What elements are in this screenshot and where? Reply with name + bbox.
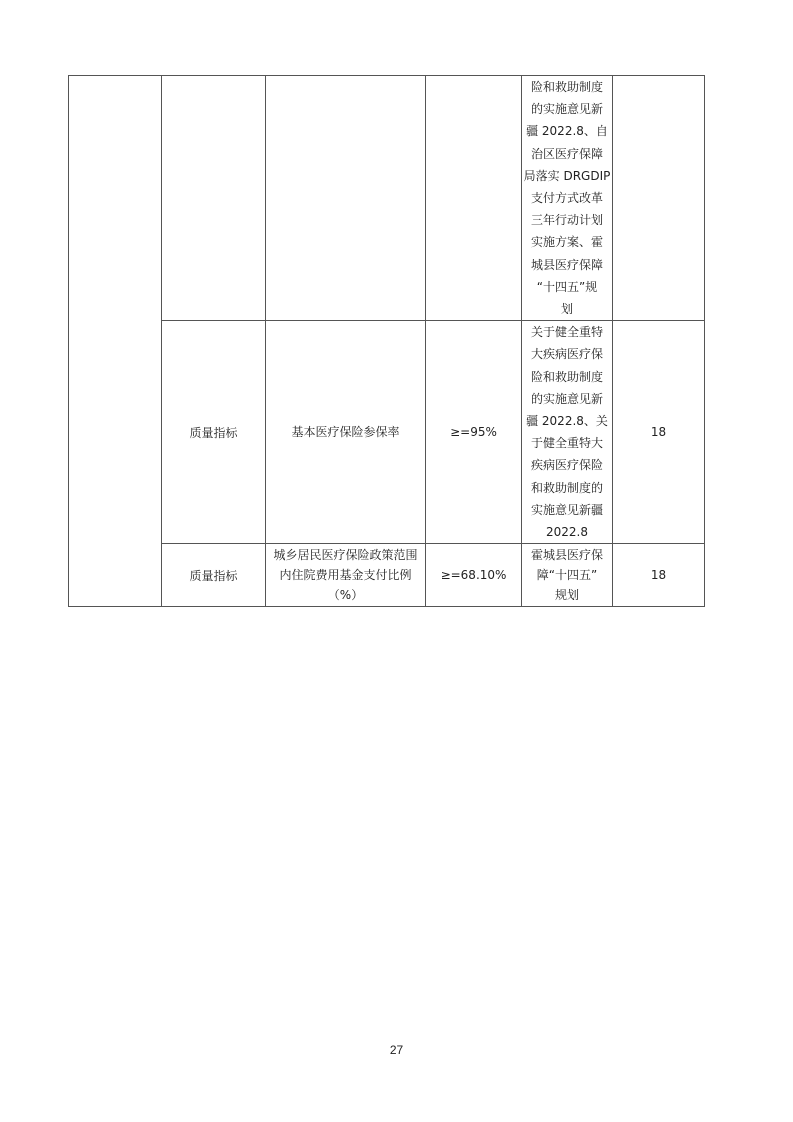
indicator-type-cell: 质量指标: [162, 544, 266, 607]
target-value-cell: ≥=95%: [426, 321, 522, 544]
indicator-name-cell: 基本医疗保险参保率: [266, 321, 426, 544]
basis-cell: 险和救助制度 的实施意见新 疆 2022.8、自 治区医疗保障 局落实 DRGDIP 支付方式改革 三年行动计划 实施方案、霍 城县医疗保障 “十四五”规 划: [522, 76, 613, 321]
table-row: [69, 321, 705, 544]
basis-cell: 关于健全重特 大疾病医疗保 险和救助制度 的实施意见新 疆 2022.8、关 于健全重特大 疾病医疗保险 和救助制度的 实施意见新疆 2022.8: [522, 321, 613, 544]
score-cell: [613, 76, 705, 321]
basis-cell: 霍城县医疗保 障“十四五” 规划: [522, 544, 613, 607]
indicator-table: [68, 75, 705, 607]
page-number: 27: [389, 1043, 404, 1057]
table-row: [69, 76, 705, 321]
first-level-indicator-cell: [69, 76, 162, 607]
score-cell: 18: [613, 321, 705, 544]
indicator-type-cell: 质量指标: [162, 321, 266, 544]
table-row: [69, 544, 705, 607]
target-value-cell: [426, 76, 522, 321]
indicator-name-cell: 城乡居民医疗保险政策范围 内住院费用基金支付比例 （%）: [266, 544, 426, 607]
target-value-cell: ≥=68.10%: [426, 544, 522, 607]
score-cell: 18: [613, 544, 705, 607]
indicator-name-cell: [266, 76, 426, 321]
indicator-type-cell: [162, 76, 266, 321]
